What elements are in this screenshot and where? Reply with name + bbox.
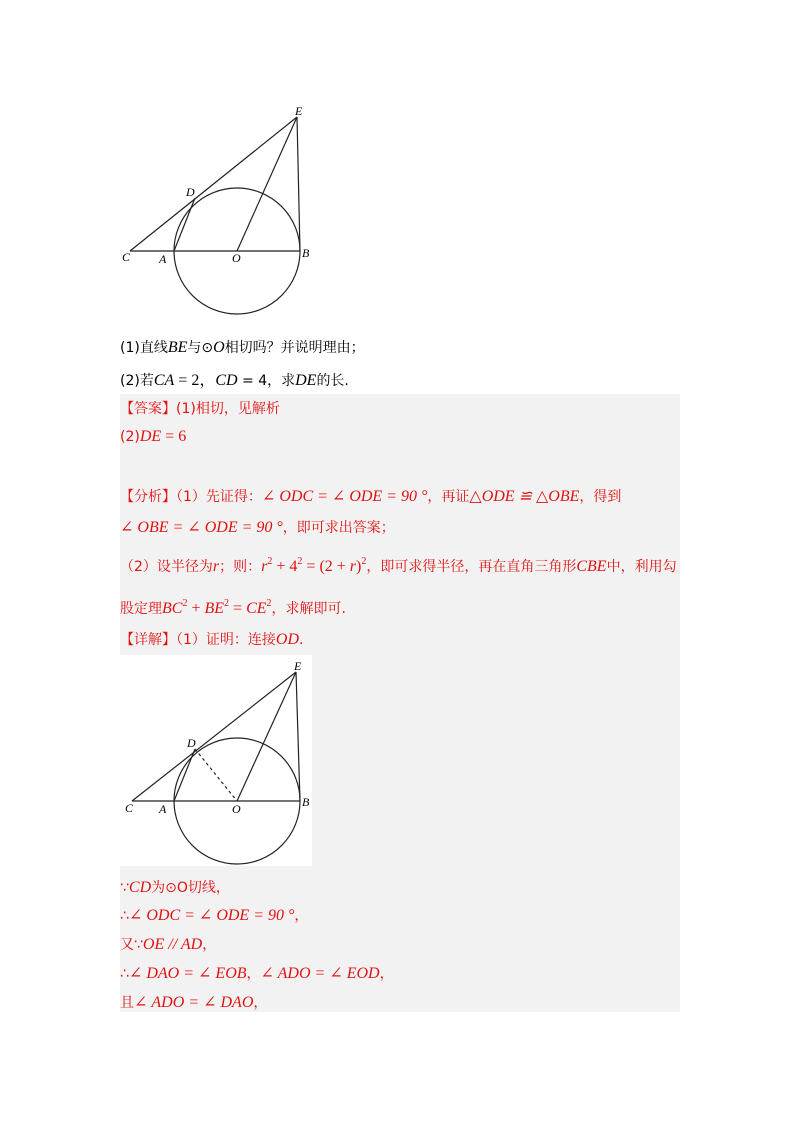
- detail-s1-cd: CD: [128, 879, 152, 896]
- analysis-l1a: （1）先证得：: [176, 489, 262, 505]
- q2-prefix: (2)若: [120, 373, 154, 389]
- analysis-l3-cbe: CBE: [576, 558, 607, 575]
- analysis-line-4: [120, 598, 346, 618]
- detail-step-3: [120, 934, 216, 954]
- label-o: O: [232, 251, 241, 265]
- analysis-l2b: ，即可求出答案；: [282, 520, 395, 536]
- detail-l0-od: OD: [275, 631, 300, 648]
- label-a: A: [159, 802, 167, 816]
- detail-tag: 【详解】: [120, 632, 176, 648]
- answer-part1: (1)相切，见解析: [176, 401, 280, 417]
- answer-part2-value: = 6: [161, 428, 187, 445]
- detail-step-4: [120, 963, 394, 983]
- analysis-line-2: [120, 517, 395, 537]
- detail-s1-mid: 为⊙O切线，: [151, 880, 230, 896]
- q1-be: BE: [167, 339, 188, 356]
- q1-mid: 与⊙: [187, 340, 214, 356]
- question-1: [120, 337, 365, 357]
- detail-line-0: [120, 629, 303, 649]
- detail-s3-pre: 又∵: [120, 937, 143, 953]
- q1-suffix: 相切吗？并说明理由；: [224, 340, 365, 356]
- detail-s5-math: ∠ ADO = ∠ DAO: [134, 994, 254, 1011]
- detail-s2-end: ，: [294, 908, 309, 924]
- label-e: E: [295, 104, 303, 118]
- detail-s4-math1: ∠ DAO = ∠ EOB: [128, 965, 247, 982]
- analysis-l1-math2: △ODE ≌ △OBE: [469, 488, 580, 505]
- answer-part2-de: DE: [139, 428, 162, 445]
- q1-o: O: [213, 339, 225, 356]
- answer-tag: 【答案】: [120, 401, 176, 417]
- question-2: [120, 367, 349, 390]
- analysis-l1c: ，得到: [579, 489, 622, 505]
- detail-step-1: [120, 877, 230, 897]
- analysis-l3d: 中，利用勾: [606, 559, 677, 575]
- line-oe: [237, 117, 297, 251]
- line-ad: [174, 749, 195, 801]
- label-e: E: [294, 659, 302, 673]
- label-c: C: [122, 250, 131, 264]
- detail-s4-mid: ，: [246, 966, 261, 982]
- geometry-figure-2: [120, 655, 312, 866]
- detail-s5-pre: 且: [120, 995, 134, 1011]
- label-b: B: [302, 795, 310, 809]
- line-ce: [132, 672, 296, 801]
- q2-eq2: = 2，: [174, 372, 216, 389]
- detail-l0: （1）证明：连接: [176, 632, 276, 648]
- label-d: D: [186, 185, 195, 199]
- detail-s2-math: ∠ ODC = ∠ ODE = 90 °: [128, 907, 295, 924]
- analysis-l4-formula: $BC^2 + BE^2 = CE^2$: [162, 598, 272, 617]
- analysis-line-3: [120, 556, 677, 576]
- detail-step-5: [120, 992, 267, 1012]
- q2-cd: CD: [215, 372, 238, 389]
- q1-prefix: (1)直线: [120, 340, 168, 356]
- label-o: O: [232, 802, 241, 816]
- analysis-l3b: ；则：: [219, 559, 262, 575]
- detail-s4-pre: ∴: [120, 966, 129, 982]
- analysis-l1-math1: ∠ ODC = ∠ ODE = 90 °: [261, 488, 428, 505]
- analysis-l3a: （2）设半径为: [120, 559, 213, 575]
- answer-part2-prefix: (2): [120, 429, 140, 445]
- line-oe: [237, 672, 296, 801]
- q2-suffix: 的长.: [316, 373, 349, 389]
- line-ad: [174, 198, 195, 251]
- analysis-l2-math: ∠ OBE = ∠ ODE = 90 °: [120, 519, 283, 536]
- analysis-tag: 【分析】: [120, 489, 176, 505]
- analysis-l4b: ，求解即可.: [271, 601, 346, 617]
- line-be: [297, 117, 300, 251]
- detail-step-2: [120, 905, 308, 925]
- detail-l0-end: .: [299, 632, 304, 648]
- detail-s5-end: ，: [253, 995, 268, 1011]
- q2-eq4: = 4，求: [237, 373, 296, 389]
- detail-s3-math: OE // AD: [142, 936, 203, 953]
- analysis-l3-formula: $r^2 + 4^2 = (2 + r)^2$: [261, 556, 367, 575]
- label-a: A: [159, 252, 167, 266]
- detail-s4-math2: ∠ ADO = ∠ EOD: [260, 965, 380, 982]
- analysis-line-1: [120, 486, 621, 506]
- analysis-l4a: 股定理: [120, 601, 162, 617]
- detail-s1-pre: ∵: [120, 880, 129, 896]
- detail-s3-end: ，: [202, 937, 217, 953]
- label-d: D: [187, 736, 196, 750]
- analysis-l3-r: r: [212, 558, 220, 575]
- detail-s2-pre: ∴: [120, 908, 129, 924]
- detail-s4-end: ，: [379, 966, 394, 982]
- label-b: B: [302, 246, 310, 260]
- q2-de: DE: [295, 372, 317, 389]
- line-ce: [130, 117, 297, 251]
- answer-line-2: [120, 428, 186, 446]
- analysis-l3c: ，即可求得半径，再在直角三角形: [366, 559, 577, 575]
- analysis-l1b: ，再证: [427, 489, 470, 505]
- geometry-figure-1: [115, 100, 325, 320]
- line-od-dashed: [195, 749, 237, 801]
- answer-line-1: [120, 398, 280, 418]
- q2-ca: CA: [153, 372, 175, 389]
- label-c: C: [125, 801, 134, 815]
